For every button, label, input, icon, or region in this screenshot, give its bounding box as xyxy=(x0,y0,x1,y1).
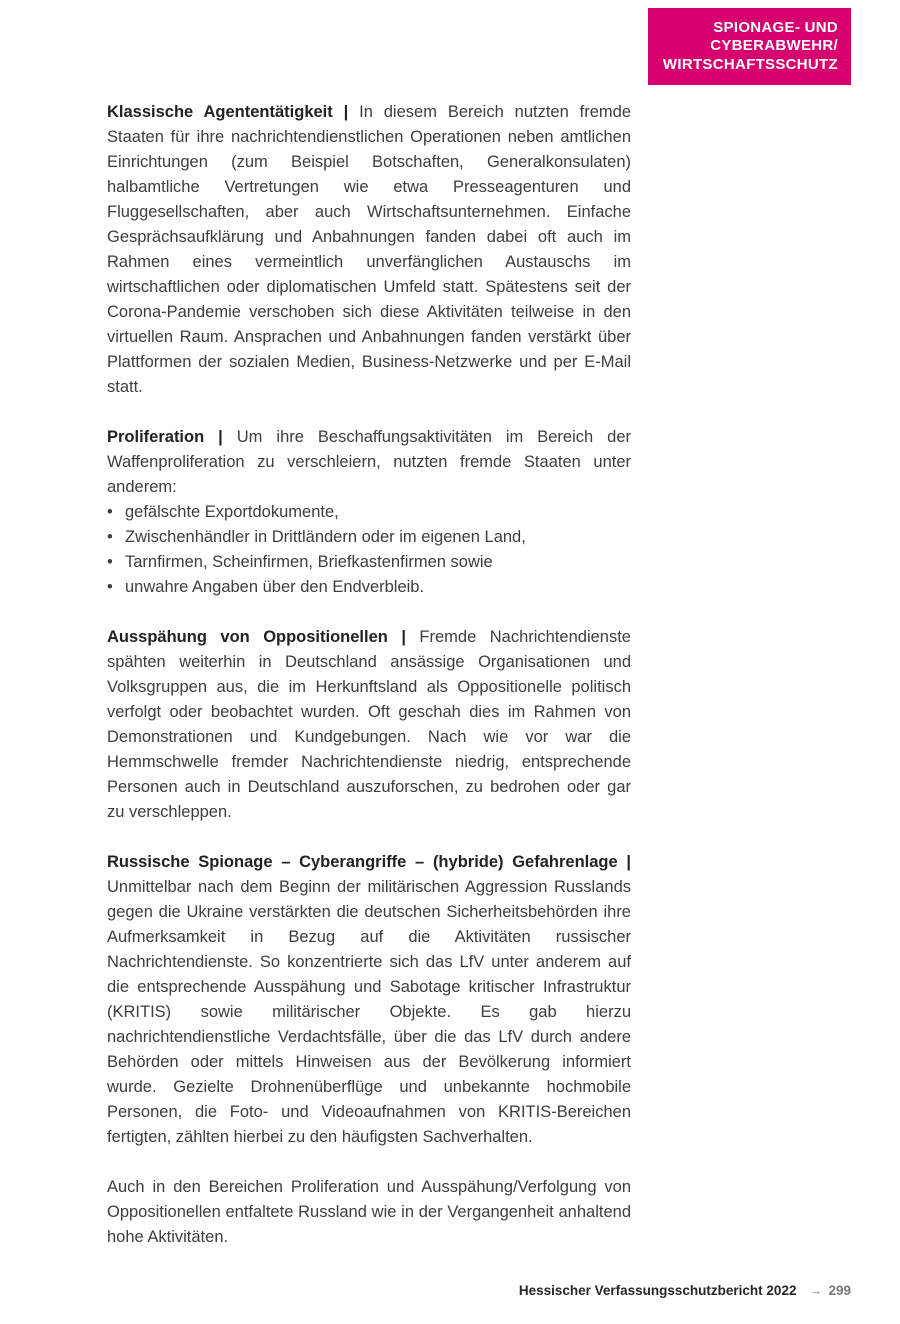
paragraph xyxy=(107,425,631,600)
paragraph-lead: Russische Spionage – Cyberangriffe – (hybride) Gefahrenlage | xyxy=(107,853,631,871)
list-item-text: Zwischenhändler in Drittländern oder im eigenen Land, xyxy=(125,528,526,546)
paragraph-text: Auch in den Bereichen Proliferation und Ausspähung/Verfolgung von Oppositionellen entfaltete Russland wie in der Vergangenheit anhaltend hohe Aktivitäten. xyxy=(107,1178,631,1246)
list-item-text: Tarnfirmen, Scheinfirmen, Briefkastenfirmen sowie xyxy=(125,553,493,571)
report-title: Hessischer Verfassungsschutzbericht 2022 xyxy=(518,1283,797,1298)
paragraph xyxy=(107,625,631,825)
paragraph-text: Unmittelbar nach dem Beginn der militärischen Aggression Russlands gegen die Ukraine verstärkten die deutschen Sicherheitsbehörden ihre Aufmerksamkeit in Bezug auf die Aktivitäten russischer Nachrichtendienste. So konzentrierte sich das LfV unter anderem auf die entsprechende Ausspähung und Sabotage kritischer Infrastruktur (KRITIS) sowie militärischer Objekte. Es gab hierzu nachrichtendienstliche Verdachtsfälle, über die das LfV durch andere Behörden oder mittels Hinweisen aus der Bevölkerung informiert wurde. Gezielte Drohnenüberflüge und unbekannte hochmobile Personen, die Foto- und Videoaufnahmen von KRITIS-Bereichen fertigten, zählten hierbei zu den häufigsten Sachverhalten. xyxy=(107,878,631,1146)
list-item xyxy=(107,575,631,600)
list-item xyxy=(107,500,631,525)
paragraph-text: In diesem Bereich nutzten fremde Staaten für ihre nachrichtendienstlichen Operationen neben amtlichen Einrichtungen (zum Beispiel Botschaften, Generalkonsulaten) halbamtliche Vertretungen wie etwa Presseagenturen und Fluggesellschaften, aber auch Wirtschaftsunternehmen. Einfache Gesprächsaufklärung und Anbahnungen fanden dabei oft auch im Rahmen eines vermeintlich unverfänglichen Austauschs im wirtschaftlichen oder diplomatischen Umfeld statt. Spätestens seit der Corona-Pandemie verschoben sich diese Aktivitäten teilweise in den virtuellen Raum. Ansprachen und Anbahnungen fanden verstärkt über Plattformen der sozialen Medien, Business-Netzwerke und per E-Mail statt. xyxy=(107,103,631,396)
bullet-icon: • xyxy=(107,503,113,521)
paragraph xyxy=(107,850,631,1150)
bullet-list xyxy=(107,500,631,600)
footer xyxy=(519,1281,851,1300)
list-item xyxy=(107,525,631,550)
page-body-text xyxy=(107,100,631,1250)
paragraph-lead: Proliferation | xyxy=(107,428,223,446)
paragraph-lead: Ausspähung von Oppositionellen | xyxy=(107,628,406,646)
paragraph-text: Um ihre Beschaffungsaktivitäten im Bereich der Waffenproliferation zu verschleiern, nutzten fremde Staaten unter anderem: xyxy=(107,428,631,496)
paragraph-text: Fremde Nachrichtendienste spähten weiterhin in Deutschland ansässige Organisationen und Volksgruppen aus, die im Herkunftsland als Oppositionelle politisch verfolgt oder beobachtet wurden. Oft geschah dies im Rahmen von Demonstrationen und Kundgebungen. Nach wie vor war die Hemmschwelle fremder Nachrichtendienste niedrig, entsprechende Personen auch in Deutschland auszuforschen, zu bedrohen oder gar zu verschleppen. xyxy=(107,628,631,821)
bullet-icon: • xyxy=(107,553,113,571)
list-item-text: unwahre Angaben über den Endverbleib. xyxy=(125,578,425,596)
badge-line: WIRTSCHAFTSSCHUTZ xyxy=(662,55,838,73)
bullet-icon: • xyxy=(107,578,113,596)
paragraph-lead: Klassische Agententätigkeit | xyxy=(107,103,349,121)
arrow-icon: → xyxy=(808,1282,823,1298)
paragraph xyxy=(107,100,631,400)
list-item xyxy=(107,550,631,575)
badge-line: CYBERABWEHR/ xyxy=(710,37,838,55)
bullet-icon: • xyxy=(107,528,113,546)
section-badge xyxy=(648,8,851,85)
list-item-text: gefälschte Exportdokumente, xyxy=(125,503,339,521)
badge-line: SPIONAGE- UND xyxy=(713,19,838,36)
paragraph xyxy=(107,1175,631,1250)
page-number: 299 xyxy=(828,1283,851,1298)
